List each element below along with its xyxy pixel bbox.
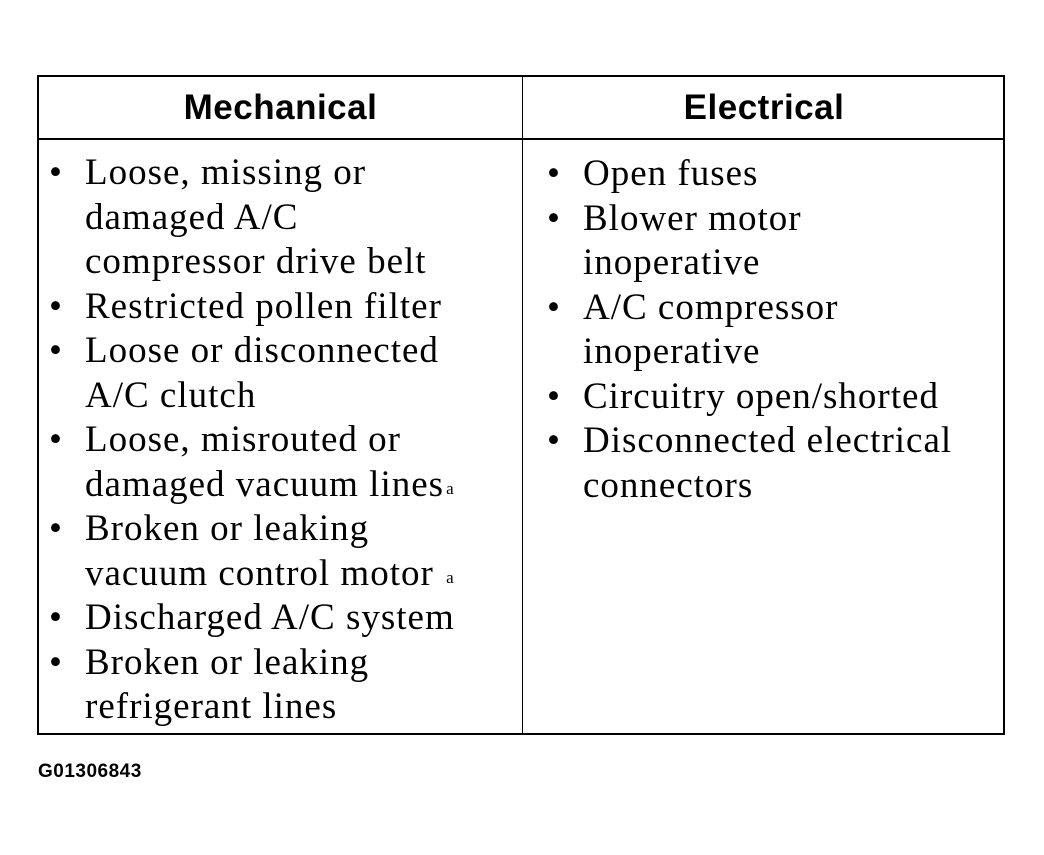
electrical-list — [547, 152, 1002, 508]
mechanical-item-text: Discharged A/C system — [85, 597, 455, 638]
mechanical-item-text: Broken or leaking vacuum control motor — [85, 508, 434, 594]
bullet-icon: • — [547, 375, 561, 417]
bullet-icon: • — [547, 420, 561, 461]
mechanical-item — [49, 151, 519, 285]
figure-id: G01306843 — [38, 761, 142, 782]
mechanical-item — [49, 329, 519, 418]
mechanical-item — [49, 418, 519, 507]
mechanical-item-text: Loose or disconnected A/C clutch — [85, 330, 439, 416]
column-divider — [522, 77, 523, 733]
bullet-icon: • — [547, 286, 561, 328]
bullet-icon: • — [49, 419, 63, 460]
mechanical-item — [49, 507, 519, 596]
electrical-item — [547, 197, 1002, 286]
mechanical-item-text: Restricted pollen filter — [85, 285, 442, 327]
electrical-item-text: Blower motor inoperative — [583, 197, 802, 283]
electrical-item — [547, 375, 1002, 420]
electrical-header: Electrical — [683, 88, 845, 127]
electrical-item-text: A/C compressor inoperative — [583, 286, 839, 372]
mechanical-item — [49, 641, 519, 730]
bullet-icon: • — [547, 153, 561, 194]
electrical-item — [547, 152, 1002, 197]
bullet-icon: • — [547, 197, 561, 239]
mechanical-list — [49, 151, 519, 730]
mechanical-header: Mechanical — [183, 88, 378, 127]
header-divider — [39, 138, 1003, 140]
bullet-icon: • — [49, 597, 63, 638]
electrical-item — [547, 286, 1002, 375]
bullet-icon: • — [49, 152, 63, 193]
bullet-icon: • — [49, 330, 63, 371]
mechanical-item-text: Loose, misrouted or damaged vacuum lines — [85, 419, 445, 505]
electrical-item-text: Open fuses — [583, 153, 759, 194]
footnote-marker: a — [446, 567, 455, 587]
mechanical-item-text: Broken or leaking refrigerant lines — [85, 641, 370, 727]
mechanical-item — [49, 596, 519, 641]
bullet-icon: • — [49, 508, 63, 549]
electrical-item-text: Disconnected electrical connectors — [583, 420, 953, 506]
diagnosis-table — [37, 75, 1005, 735]
electrical-item-text: Circuitry open/shorted — [583, 375, 939, 417]
footnote-marker: a — [446, 478, 455, 498]
electrical-item — [547, 419, 1002, 508]
mechanical-item — [49, 285, 519, 330]
mechanical-item-text: Loose, missing or damaged A/C compressor drive belt — [85, 152, 427, 282]
bullet-icon: • — [49, 285, 63, 327]
bullet-icon: • — [49, 641, 63, 683]
